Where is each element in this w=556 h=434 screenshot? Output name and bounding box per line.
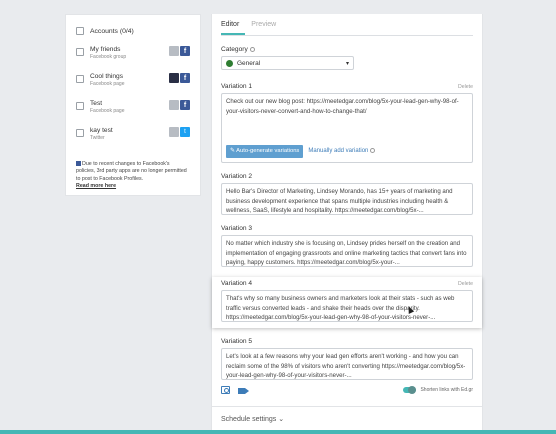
account-name: Cool things [90,73,123,80]
twitter-icon: t [180,127,190,137]
category-color-dot [226,60,233,67]
schedule-settings[interactable]: Schedule settings ⌄ [212,406,482,431]
read-more-link[interactable]: Read more here [76,182,117,189]
info-icon [250,47,255,52]
account-photo-icon [169,73,179,83]
variation-textarea[interactable] [221,348,473,380]
account-type: Facebook page [90,81,125,87]
camera-icon[interactable] [221,386,230,394]
accounts-panel [65,14,201,196]
variation-2 [221,173,473,215]
variation-text: No matter which industry she is focusing on, Lindsey prides herself on the creation and implementation of engaging grassroots and online marketing tactics that convert fans into paying, happy customers. https://meetedgar.com/blog/5x-your-... [226,240,467,267]
variation-text: Check out our new blog post: https://meetedgar.com/blog/5x-your-lead-gen-why-98-of-your-visitors-never-convert-and-how-to-change-that/ [226,98,459,115]
variation-textarea[interactable] [221,235,473,267]
category-label: Category [221,46,473,53]
variation-textarea[interactable] [221,93,473,163]
delete-variation-button[interactable]: Delete [458,83,473,90]
editor-tabs [221,14,473,36]
select-all-checkbox[interactable] [76,27,84,35]
auto-generate-button[interactable]: ✎ Auto-generate variations [226,145,303,158]
variation-textarea[interactable] [221,183,473,215]
category-value: General [237,59,261,67]
account-checkbox[interactable] [76,129,84,137]
video-icon[interactable] [238,388,245,394]
variation-text: Hello Bar's Director of Marketing, Lindsey Morando, has 15+ years of marketing and business development experience that spans multiple industries including health & wellness, SaaS, lifestyle and hospitality. https://meetedgar.com/blog/5x-... [226,188,453,215]
account-type: Facebook group [90,54,127,60]
facebook-policy-notice [76,161,190,190]
variation-4 [212,277,482,328]
account-type: Twitter [90,135,105,141]
chevron-down-icon: ⌄ [278,416,285,423]
account-photo-icon [169,127,179,137]
account-name: Test [90,100,103,107]
facebook-icon: f [180,46,190,56]
notice-text: Due to recent changes to Facebook's policies, 3rd party apps are no longer permitted to post to Facebook Profiles. [76,161,187,182]
account-checkbox[interactable] [76,48,84,56]
facebook-icon: f [180,100,190,110]
account-type: Facebook page [90,108,125,114]
shorten-links-toggle[interactable] [403,387,416,393]
chevron-down-icon: ▾ [345,60,349,67]
tab-editor[interactable]: Editor [221,14,245,35]
delete-variation-button[interactable]: Delete [458,280,473,287]
account-checkbox[interactable] [76,102,84,110]
account-item-cool-things[interactable] [76,72,190,99]
variation-text: That's why so many business owners and marketers look at their stats - such as web traffic versus converted leads - and shake their heads over the disparity. https://meetedgar.com/blog/5x-your-lead-gen-why-98-of-your-visitors-never-... [226,295,455,322]
variation-1 [221,83,473,163]
facebook-icon [76,161,81,166]
account-name: kay test [90,127,113,134]
variation-label: Variation 2 [221,173,253,180]
variation-label: Variation 4 [221,280,253,287]
account-item-test[interactable] [76,99,190,126]
accounts-header[interactable] [76,23,190,39]
manual-add-link[interactable]: Manually add variation [308,147,375,157]
shorten-links-label: Shorten links with Ed.gr [420,387,473,393]
editor-panel [211,14,483,434]
account-item-my-friends[interactable] [76,45,190,72]
account-photo-icon [169,46,179,56]
account-checkbox[interactable] [76,75,84,83]
facebook-icon: f [180,73,190,83]
info-icon [370,148,375,153]
variation-label: Variation 5 [221,338,253,345]
media-toolbar [221,384,473,396]
account-item-kay-test[interactable] [76,126,190,153]
bottom-accent-bar [0,430,556,434]
accounts-header-label: Accounts (0/4) [90,27,134,35]
variation-textarea[interactable] [221,290,473,322]
account-photo-icon [169,100,179,110]
account-name: My friends [90,46,121,53]
variation-text: Let's look at a few reasons why your lead gen efforts aren't working - and how you can reclaim some of the 98% of visitors who aren't converting https://meetedgar.com/blog/5x-your-lead-gen-why-98-of-your-visitors-never-... [226,353,466,380]
tab-preview[interactable]: Preview [251,21,277,28]
variation-label: Variation 3 [221,225,253,232]
variation-label: Variation 1 [221,83,253,90]
variation-5 [221,338,473,396]
category-select[interactable] [221,56,354,70]
variation-3 [221,225,473,267]
